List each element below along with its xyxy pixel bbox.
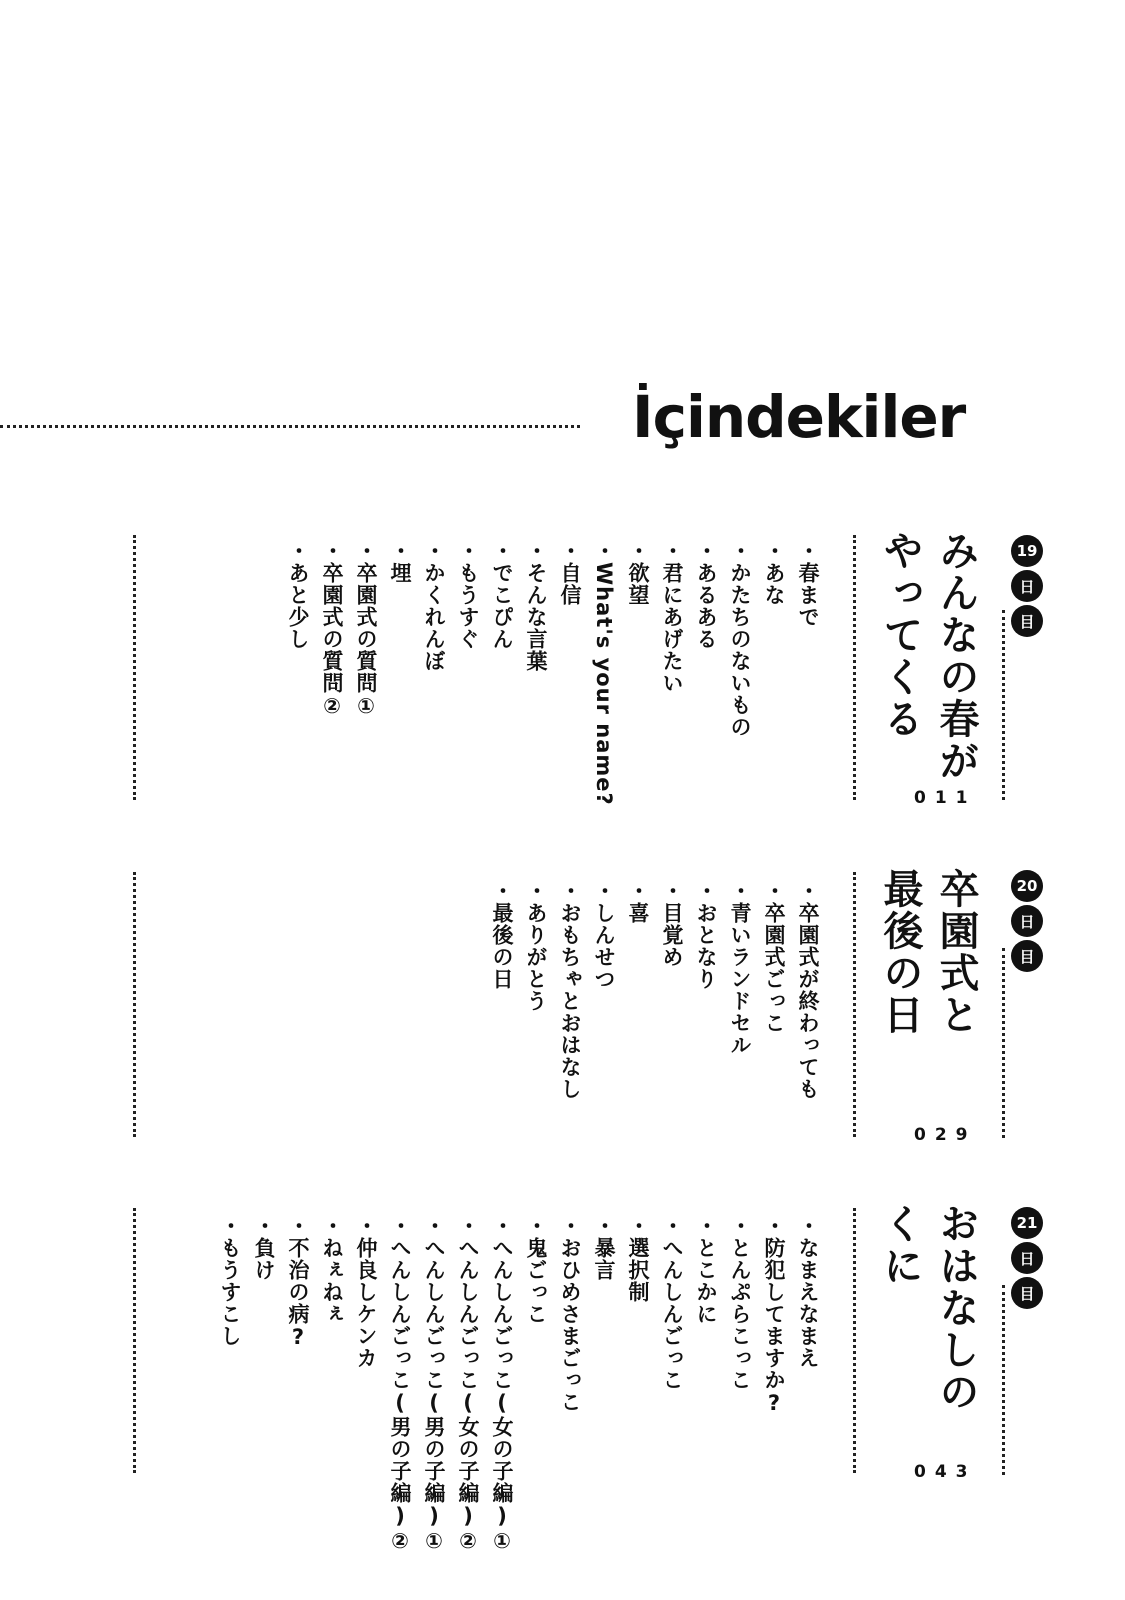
toc-item[interactable]: ・ そんな言葉: [523, 540, 549, 806]
chapter-title-line-1: 卒園式と: [933, 868, 979, 1036]
toc-item[interactable]: ・ 君にあげたい: [659, 540, 685, 806]
toc-item[interactable]: ・ 青いランドセル: [727, 880, 753, 1100]
toc-item[interactable]: ・ 選択制: [625, 1215, 651, 1554]
chapter-title-line-2: 最後の日: [877, 868, 923, 1036]
toc-item[interactable]: ・ 最後の日: [489, 880, 515, 1100]
toc-item[interactable]: ・ 目覚め: [659, 880, 685, 1100]
toc-item[interactable]: ・ あるある: [693, 540, 719, 806]
chapter-left-dots: [133, 1208, 136, 1473]
chapter-right-dots: [1002, 1285, 1005, 1475]
toc-item[interactable]: ・ ねぇねぇ: [319, 1215, 345, 1554]
toc-item[interactable]: ・ おとなり: [693, 880, 719, 1100]
day-number: 20: [1011, 870, 1043, 902]
toc-item[interactable]: ・ もうすこし: [217, 1215, 243, 1554]
toc-item[interactable]: ・ 春まで: [795, 540, 821, 806]
toc-item[interactable]: ・ かたちのないもの: [727, 540, 753, 806]
day-kanji: 目: [1011, 1277, 1043, 1309]
chapter-items: [489, 880, 821, 1100]
toc-item[interactable]: ・ 自信: [557, 540, 583, 806]
toc-item[interactable]: ・ へんしんごっこ: [659, 1215, 685, 1554]
chapter-title-line-1: おはなしの: [933, 1203, 979, 1413]
toc-item[interactable]: ・ あと少し: [285, 540, 311, 806]
toc-item[interactable]: ・ 卒園式が終わっても: [795, 880, 821, 1100]
day-number: 19: [1011, 535, 1043, 567]
toc-item[interactable]: ・ へんしんごっこ(男の子編)①: [421, 1215, 447, 1554]
header-dotted-rule: [0, 425, 580, 428]
toc-item[interactable]: ・ とこかに: [693, 1215, 719, 1554]
day-kanji: 目: [1011, 940, 1043, 972]
day-kanji: 日: [1011, 570, 1043, 602]
toc-item[interactable]: ・ 仲良しケンカ: [353, 1215, 379, 1554]
chapter-title-line-2: くに: [877, 1203, 923, 1287]
toc-item[interactable]: ・ 欲望: [625, 540, 651, 806]
toc-item[interactable]: ・ とんぷらこっこ: [727, 1215, 753, 1554]
chapter-page-number: 029: [914, 1125, 977, 1145]
toc-item[interactable]: ・ かくれんぼ: [421, 540, 447, 806]
day-badge: [1010, 535, 1044, 637]
toc-item[interactable]: ・ へんしんごっこ(男の子編)②: [387, 1215, 413, 1554]
chapter-right-dots: [1002, 610, 1005, 800]
toc-item[interactable]: ・ 喜: [625, 880, 651, 1100]
toc-item[interactable]: ・ 卒園式ごっこ: [761, 880, 787, 1100]
toc-item[interactable]: ・ 卒園式の質問①: [353, 540, 379, 806]
toc-item[interactable]: ・ 卒園式の質問②: [319, 540, 345, 806]
chapter-mid-dots: [853, 1208, 856, 1473]
day-kanji: 目: [1011, 605, 1043, 637]
toc-item[interactable]: ・ へんしんごっこ(女の子編)①: [489, 1215, 515, 1554]
toc-item[interactable]: ・ もうすぐ: [455, 540, 481, 806]
chapter-mid-dots: [853, 535, 856, 800]
chapter-page-number: 043: [914, 1462, 977, 1482]
toc-item[interactable]: ・ 負け: [251, 1215, 277, 1554]
chapter-page-number: 011: [914, 788, 977, 808]
chapter-title-line-1: みんなの春が: [933, 530, 979, 782]
toc-item[interactable]: ・ 埋: [387, 540, 413, 806]
chapter-mid-dots: [853, 872, 856, 1137]
toc-item[interactable]: ・ 防犯してますか?: [761, 1215, 787, 1554]
toc-item[interactable]: ・ おもちゃとおはなし: [557, 880, 583, 1100]
day-badge: [1010, 1207, 1044, 1309]
chapter-items: [217, 1215, 821, 1554]
day-badge: [1010, 870, 1044, 972]
chapter-left-dots: [133, 535, 136, 800]
toc-item[interactable]: ・ でこぴん: [489, 540, 515, 806]
chapter-left-dots: [133, 872, 136, 1137]
day-kanji: 日: [1011, 905, 1043, 937]
toc-item[interactable]: ・ なまえなまえ: [795, 1215, 821, 1554]
toc-item[interactable]: ・ 不治の病?: [285, 1215, 311, 1554]
chapter-right-dots: [1002, 948, 1005, 1138]
toc-item[interactable]: ・ 鬼ごっこ: [523, 1215, 549, 1554]
toc-item[interactable]: ・ ありがとう: [523, 880, 549, 1100]
page-title: İçindekiler: [632, 383, 966, 451]
toc-item[interactable]: ・ What's your name?: [591, 540, 617, 806]
toc-item[interactable]: ・ 暴言: [591, 1215, 617, 1554]
toc-item[interactable]: ・ おひめさまごっこ: [557, 1215, 583, 1554]
toc-item[interactable]: ・ あな: [761, 540, 787, 806]
toc-item[interactable]: ・ へんしんごっこ(女の子編)②: [455, 1215, 481, 1554]
toc-item[interactable]: ・ しんせつ: [591, 880, 617, 1100]
chapter-title-line-2: やってくる: [877, 530, 923, 740]
chapter-items: [285, 540, 821, 806]
day-kanji: 日: [1011, 1242, 1043, 1274]
day-number: 21: [1011, 1207, 1043, 1239]
